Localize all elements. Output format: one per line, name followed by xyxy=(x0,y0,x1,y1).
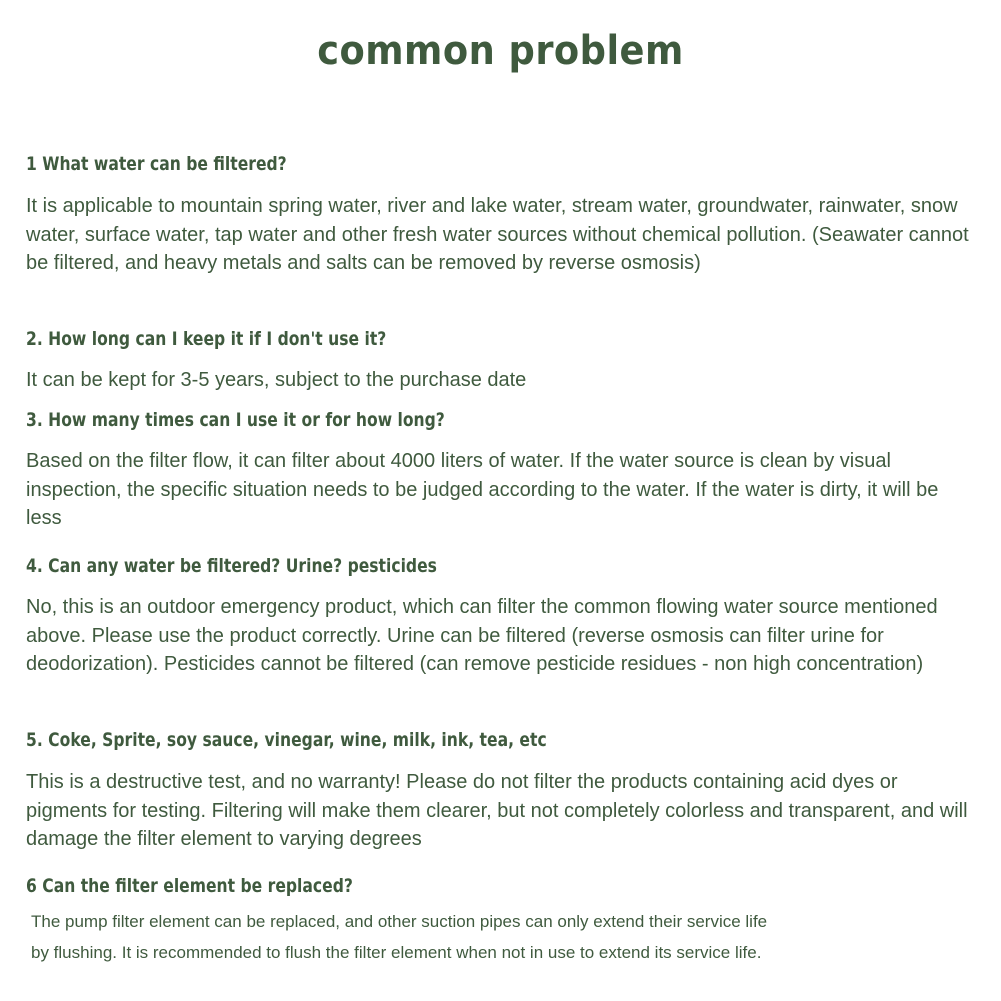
faq-question-4: 4. Can any water be filtered? Urine? pesticides xyxy=(26,555,437,577)
faq-question-6: 6 Can the filter element be replaced? xyxy=(26,875,353,897)
page-title: common problem xyxy=(317,28,684,74)
faq-answer-2: It can be kept for 3-5 years, subject to the purchase date xyxy=(26,369,527,391)
faq-question-3: 3. How many times can I use it or for how long? xyxy=(26,409,445,431)
faq-answer-1: It is applicable to mountain spring water, river and lake water, stream water, groundwater, rainwater, snow water, surface water, tap water and other fresh water sources without chemical pollution. (Seawater cannot be filtered, and heavy metals and salts can be removed by reverse osmosis) xyxy=(26,195,969,275)
faq-answer-6-line-1: The pump filter element can be replaced, and other suction pipes can only extend their service life xyxy=(31,912,768,931)
faq-question-5: 5. Coke, Sprite, soy sauce, vinegar, wine, milk, ink, tea, etc xyxy=(26,729,547,751)
faq-answer-6-line-2: by flushing. It is recommended to flush the filter element when not in use to extend its service life. xyxy=(31,943,762,962)
faq-answer-3: Based on the filter flow, it can filter about 4000 liters of water. If the water source is clean by visual inspection, the specific situation needs to be judged according to the water. If the water is dirty, it will be less xyxy=(26,450,939,530)
faq-question-1: 1 What water can be filtered? xyxy=(26,153,287,175)
faq-answer-6 xyxy=(31,906,971,968)
faq-answer-5: This is a destructive test, and no warranty! Please do not filter the products containing acid dyes or pigments for testing. Filtering will make them clearer, but not completely colorless and transparent, and will damage the filter element to varying degrees xyxy=(26,771,968,851)
faq-question-2: 2. How long can I keep it if I don't use it? xyxy=(26,328,387,350)
faq-answer-4: No, this is an outdoor emergency product, which can filter the common flowing water source mentioned above. Please use the product correctly. Urine can be filtered (reverse osmosis can filter urine for deodorization). Pesticides cannot be filtered (can remove pesticide residues - non high concentration) xyxy=(26,596,938,676)
